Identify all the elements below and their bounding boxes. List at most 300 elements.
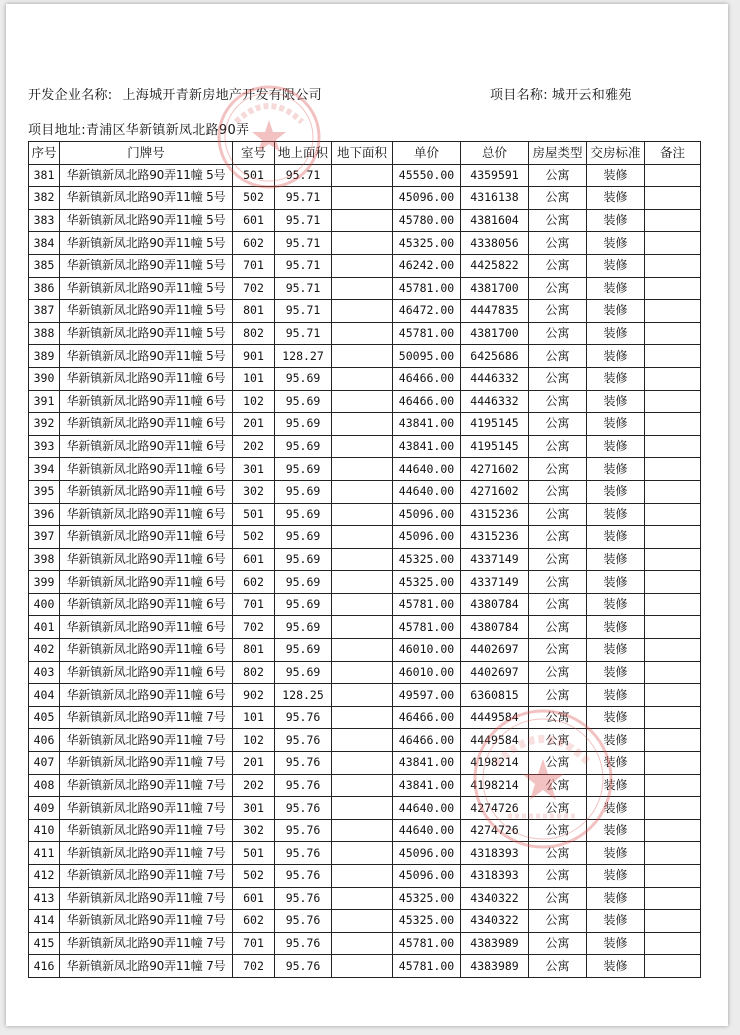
- col-house-type-cell: 公寓: [529, 435, 587, 458]
- col-total-price-cell: 4381604: [461, 209, 529, 232]
- table-row: [29, 706, 701, 729]
- col-seq-cell: 409: [29, 797, 60, 820]
- col-door-number-cell: 华新镇新凤北路90弄11幢 7号: [60, 706, 233, 729]
- col-house-type-cell: 公寓: [529, 413, 587, 436]
- col-room-cell: 902: [233, 684, 275, 707]
- col-above-ground-area-cell: 95.76: [275, 706, 332, 729]
- col-above-ground-area-cell: 95.71: [275, 277, 332, 300]
- col-door-number-cell: 华新镇新凤北路90弄11幢 5号: [60, 277, 233, 300]
- col-underground-area-cell: [332, 164, 393, 187]
- col-unit-price-cell: 45096.00: [393, 526, 461, 549]
- col-seq-cell: 388: [29, 322, 60, 345]
- col-remarks-cell: [645, 164, 701, 187]
- col-delivery-standard-cell: 装修: [587, 254, 645, 277]
- col-seq-cell: 400: [29, 593, 60, 616]
- col-unit-price-cell: 45325.00: [393, 232, 461, 255]
- col-underground-area-cell: [332, 616, 393, 639]
- col-seq-cell: 403: [29, 661, 60, 684]
- col-delivery-standard-cell: 装修: [587, 932, 645, 955]
- table-row: [29, 503, 701, 526]
- col-total-price-cell: 4359591: [461, 164, 529, 187]
- col-seq-cell: 387: [29, 300, 60, 323]
- col-room-cell: 302: [233, 480, 275, 503]
- col-above-ground-area-cell: 95.71: [275, 300, 332, 323]
- col-seq-cell: 384: [29, 232, 60, 255]
- col-seq-cell: 411: [29, 842, 60, 865]
- col-room-cell: 102: [233, 729, 275, 752]
- table-row: [29, 277, 701, 300]
- col-delivery-standard-cell: 装修: [587, 593, 645, 616]
- col-delivery-standard-cell: 装修: [587, 390, 645, 413]
- col-delivery-standard-cell: 装修: [587, 209, 645, 232]
- table-row: [29, 571, 701, 594]
- col-above-ground-area-cell: 95.76: [275, 842, 332, 865]
- col-underground-area-cell: [332, 865, 393, 888]
- col-seq-cell: 389: [29, 345, 60, 368]
- col-remarks-cell: [645, 367, 701, 390]
- table-row: [29, 322, 701, 345]
- col-seq-cell: 405: [29, 706, 60, 729]
- table-row: [29, 684, 701, 707]
- col-remarks-cell: [645, 616, 701, 639]
- col-unit-price-cell: 46242.00: [393, 254, 461, 277]
- col-remarks-cell: [645, 684, 701, 707]
- col-seq-cell: 412: [29, 865, 60, 888]
- col-unit-price-cell: 50095.00: [393, 345, 461, 368]
- col-unit-price-cell: 46010.00: [393, 661, 461, 684]
- col-underground-area-cell: [332, 932, 393, 955]
- col-house-type-cell: 公寓: [529, 706, 587, 729]
- col-seq-cell: 382: [29, 187, 60, 210]
- col-door-number-cell: 华新镇新凤北路90弄11幢 6号: [60, 548, 233, 571]
- col-unit-price-cell: 45780.00: [393, 209, 461, 232]
- col-room-cell: 702: [233, 616, 275, 639]
- col-door-number-cell: 华新镇新凤北路90弄11幢 7号: [60, 729, 233, 752]
- col-door-number-cell: 华新镇新凤北路90弄11幢 7号: [60, 932, 233, 955]
- col-delivery-standard-cell: 装修: [587, 887, 645, 910]
- col-total-price-cell: 6425686: [461, 345, 529, 368]
- table-row: [29, 367, 701, 390]
- col-underground-area-cell: [332, 322, 393, 345]
- col-above-ground-area-cell: 95.69: [275, 480, 332, 503]
- col-underground-area-cell: [332, 254, 393, 277]
- col-seq-cell: 401: [29, 616, 60, 639]
- col-total-price-cell: 4381700: [461, 322, 529, 345]
- col-room-cell: 102: [233, 390, 275, 413]
- col-unit-price-cell: 46472.00: [393, 300, 461, 323]
- col-door-number-cell: 华新镇新凤北路90弄11幢 6号: [60, 526, 233, 549]
- col-underground-area-header: 地下面积: [332, 142, 393, 165]
- developer-company-value: 上海城开青新房地产开发有限公司: [122, 88, 322, 103]
- table-row: [29, 435, 701, 458]
- col-delivery-standard-cell: 装修: [587, 752, 645, 775]
- col-delivery-standard-cell: 装修: [587, 300, 645, 323]
- col-house-type-cell: 公寓: [529, 277, 587, 300]
- table-row: [29, 593, 701, 616]
- col-unit-price-cell: 45096.00: [393, 865, 461, 888]
- developer-company: [28, 84, 322, 103]
- col-above-ground-area-cell: 95.71: [275, 187, 332, 210]
- col-door-number-cell: 华新镇新凤北路90弄11幢 6号: [60, 413, 233, 436]
- col-door-number-cell: 华新镇新凤北路90弄11幢 7号: [60, 842, 233, 865]
- col-unit-price-cell: 43841.00: [393, 774, 461, 797]
- col-unit-price-cell: 45325.00: [393, 887, 461, 910]
- project-address-label: 项目地址:: [28, 123, 86, 138]
- col-total-price-cell: 4449584: [461, 706, 529, 729]
- col-above-ground-area-cell: 128.25: [275, 684, 332, 707]
- col-door-number-cell: 华新镇新凤北路90弄11幢 7号: [60, 819, 233, 842]
- table-row: [29, 232, 701, 255]
- col-remarks-cell: [645, 526, 701, 549]
- col-underground-area-cell: [332, 593, 393, 616]
- col-above-ground-area-cell: 95.76: [275, 910, 332, 933]
- col-underground-area-cell: [332, 887, 393, 910]
- col-delivery-standard-cell: 装修: [587, 684, 645, 707]
- col-underground-area-cell: [332, 819, 393, 842]
- col-house-type-header: 房屋类型: [529, 142, 587, 165]
- col-remarks-cell: [645, 232, 701, 255]
- col-room-cell: 802: [233, 661, 275, 684]
- col-remarks-cell: [645, 955, 701, 978]
- col-room-cell: 201: [233, 413, 275, 436]
- col-unit-price-cell: 46466.00: [393, 367, 461, 390]
- col-room-cell: 601: [233, 887, 275, 910]
- col-total-price-cell: 4380784: [461, 593, 529, 616]
- col-underground-area-cell: [332, 209, 393, 232]
- col-unit-price-cell: 45096.00: [393, 842, 461, 865]
- table-row: [29, 729, 701, 752]
- col-total-price-cell: 4380784: [461, 616, 529, 639]
- col-seq-cell: 397: [29, 526, 60, 549]
- col-above-ground-area-cell: 95.76: [275, 932, 332, 955]
- col-unit-price-cell: 49597.00: [393, 684, 461, 707]
- col-seq-cell: 406: [29, 729, 60, 752]
- col-house-type-cell: 公寓: [529, 367, 587, 390]
- col-unit-price-cell: 45781.00: [393, 593, 461, 616]
- col-unit-price-cell: 45325.00: [393, 910, 461, 933]
- col-house-type-cell: 公寓: [529, 322, 587, 345]
- col-delivery-standard-cell: 装修: [587, 164, 645, 187]
- col-remarks-cell: [645, 254, 701, 277]
- col-seq-cell: 394: [29, 458, 60, 481]
- col-room-cell: 602: [233, 232, 275, 255]
- col-unit-price-cell: 45781.00: [393, 277, 461, 300]
- col-unit-price-cell: 44640.00: [393, 819, 461, 842]
- col-remarks-cell: [645, 503, 701, 526]
- col-underground-area-cell: [332, 300, 393, 323]
- col-seq-cell: 381: [29, 164, 60, 187]
- col-delivery-standard-cell: 装修: [587, 345, 645, 368]
- col-seq-cell: 413: [29, 887, 60, 910]
- col-seq-cell: 390: [29, 367, 60, 390]
- col-above-ground-area-cell: 95.69: [275, 503, 332, 526]
- col-unit-price-cell: 45781.00: [393, 322, 461, 345]
- col-above-ground-area-header: 地上面积: [275, 142, 332, 165]
- col-seq-cell: 402: [29, 639, 60, 662]
- col-delivery-standard-cell: 装修: [587, 367, 645, 390]
- col-underground-area-cell: [332, 571, 393, 594]
- col-room-cell: 601: [233, 548, 275, 571]
- project-name-value: 城开云和雅苑: [551, 88, 632, 103]
- col-seq-cell: 398: [29, 548, 60, 571]
- col-door-number-cell: 华新镇新凤北路90弄11幢 6号: [60, 571, 233, 594]
- col-house-type-cell: 公寓: [529, 932, 587, 955]
- col-delivery-standard-cell: 装修: [587, 480, 645, 503]
- col-total-price-cell: 4318393: [461, 842, 529, 865]
- col-remarks-cell: [645, 797, 701, 820]
- col-seq-cell: 416: [29, 955, 60, 978]
- col-total-price-cell: 6360815: [461, 684, 529, 707]
- col-total-price-cell: 4271602: [461, 458, 529, 481]
- project-name-label: 项目名称:: [490, 88, 548, 103]
- col-seq-cell: 395: [29, 480, 60, 503]
- col-room-cell: 702: [233, 955, 275, 978]
- col-room-cell: 602: [233, 571, 275, 594]
- table-row: [29, 390, 701, 413]
- col-door-number-cell: 华新镇新凤北路90弄11幢 6号: [60, 435, 233, 458]
- col-door-number-cell: 华新镇新凤北路90弄11幢 6号: [60, 503, 233, 526]
- col-house-type-cell: 公寓: [529, 774, 587, 797]
- col-delivery-standard-cell: 装修: [587, 910, 645, 933]
- col-door-number-cell: 华新镇新凤北路90弄11幢 5号: [60, 322, 233, 345]
- col-house-type-cell: 公寓: [529, 887, 587, 910]
- col-seq-cell: 392: [29, 413, 60, 436]
- col-remarks-cell: [645, 842, 701, 865]
- col-underground-area-cell: [332, 480, 393, 503]
- col-room-cell: 301: [233, 797, 275, 820]
- col-door-number-cell: 华新镇新凤北路90弄11幢 7号: [60, 752, 233, 775]
- col-above-ground-area-cell: 128.27: [275, 345, 332, 368]
- col-door-number-cell: 华新镇新凤北路90弄11幢 5号: [60, 164, 233, 187]
- col-room-cell: 802: [233, 322, 275, 345]
- col-seq-header: 序号: [29, 142, 60, 165]
- col-house-type-cell: 公寓: [529, 503, 587, 526]
- col-remarks-header: 备注: [645, 142, 701, 165]
- col-total-price-cell: 4446332: [461, 367, 529, 390]
- col-house-type-cell: 公寓: [529, 526, 587, 549]
- table-row: [29, 548, 701, 571]
- col-house-type-cell: 公寓: [529, 164, 587, 187]
- table-header: [29, 142, 701, 165]
- col-delivery-standard-cell: 装修: [587, 797, 645, 820]
- col-house-type-cell: 公寓: [529, 684, 587, 707]
- table-row: [29, 187, 701, 210]
- col-total-price-cell: 4274726: [461, 797, 529, 820]
- col-house-type-cell: 公寓: [529, 254, 587, 277]
- table-row: [29, 910, 701, 933]
- col-room-cell: 202: [233, 774, 275, 797]
- col-seq-cell: 404: [29, 684, 60, 707]
- col-remarks-cell: [645, 322, 701, 345]
- col-remarks-cell: [645, 819, 701, 842]
- table-row: [29, 254, 701, 277]
- col-remarks-cell: [645, 639, 701, 662]
- col-door-number-cell: 华新镇新凤北路90弄11幢 5号: [60, 209, 233, 232]
- col-above-ground-area-cell: 95.71: [275, 232, 332, 255]
- col-house-type-cell: 公寓: [529, 729, 587, 752]
- col-door-number-cell: 华新镇新凤北路90弄11幢 6号: [60, 480, 233, 503]
- col-underground-area-cell: [332, 390, 393, 413]
- col-delivery-standard-cell: 装修: [587, 435, 645, 458]
- col-above-ground-area-cell: 95.69: [275, 413, 332, 436]
- col-unit-price-cell: 46466.00: [393, 729, 461, 752]
- col-delivery-standard-cell: 装修: [587, 232, 645, 255]
- col-seq-cell: 414: [29, 910, 60, 933]
- col-delivery-standard-cell: 装修: [587, 458, 645, 481]
- col-above-ground-area-cell: 95.76: [275, 819, 332, 842]
- col-unit-price-cell: 43841.00: [393, 435, 461, 458]
- col-unit-price-cell: 44640.00: [393, 458, 461, 481]
- table-row: [29, 164, 701, 187]
- col-house-type-cell: 公寓: [529, 390, 587, 413]
- col-total-price-cell: 4337149: [461, 571, 529, 594]
- col-total-price-cell: 4446332: [461, 390, 529, 413]
- col-door-number-cell: 华新镇新凤北路90弄11幢 6号: [60, 661, 233, 684]
- col-above-ground-area-cell: 95.71: [275, 322, 332, 345]
- col-house-type-cell: 公寓: [529, 300, 587, 323]
- col-room-cell: 101: [233, 706, 275, 729]
- col-remarks-cell: [645, 345, 701, 368]
- col-door-number-cell: 华新镇新凤北路90弄11幢 6号: [60, 616, 233, 639]
- col-underground-area-cell: [332, 367, 393, 390]
- table-row: [29, 209, 701, 232]
- table-row: [29, 865, 701, 888]
- col-above-ground-area-cell: 95.76: [275, 729, 332, 752]
- col-door-number-cell: 华新镇新凤北路90弄11幢 7号: [60, 910, 233, 933]
- col-underground-area-cell: [332, 187, 393, 210]
- col-total-price-cell: 4274726: [461, 819, 529, 842]
- col-room-cell: 501: [233, 164, 275, 187]
- col-total-price-cell: 4402697: [461, 639, 529, 662]
- table-row: [29, 639, 701, 662]
- col-total-price-cell: 4381700: [461, 277, 529, 300]
- col-unit-price-cell: 45096.00: [393, 503, 461, 526]
- col-remarks-cell: [645, 300, 701, 323]
- col-underground-area-cell: [332, 706, 393, 729]
- col-unit-price-cell: 45781.00: [393, 955, 461, 978]
- col-room-cell: 602: [233, 910, 275, 933]
- col-unit-price-cell: 43841.00: [393, 413, 461, 436]
- col-room-header: 室号: [233, 142, 275, 165]
- col-total-price-cell: 4340322: [461, 910, 529, 933]
- col-unit-price-cell: 44640.00: [393, 480, 461, 503]
- col-underground-area-cell: [332, 774, 393, 797]
- col-underground-area-cell: [332, 413, 393, 436]
- col-seq-cell: 410: [29, 819, 60, 842]
- col-underground-area-cell: [332, 345, 393, 368]
- col-underground-area-cell: [332, 661, 393, 684]
- col-unit-price-cell: 44640.00: [393, 797, 461, 820]
- col-remarks-cell: [645, 887, 701, 910]
- col-seq-cell: 399: [29, 571, 60, 594]
- col-seq-cell: 391: [29, 390, 60, 413]
- col-seq-cell: 396: [29, 503, 60, 526]
- col-total-price-cell: 4198214: [461, 774, 529, 797]
- col-total-price-cell: 4449584: [461, 729, 529, 752]
- table-row: [29, 932, 701, 955]
- project-name: [490, 84, 632, 103]
- col-house-type-cell: 公寓: [529, 797, 587, 820]
- col-room-cell: 101: [233, 367, 275, 390]
- col-unit-price-cell: 46010.00: [393, 639, 461, 662]
- col-total-price-cell: 4340322: [461, 887, 529, 910]
- col-above-ground-area-cell: 95.69: [275, 367, 332, 390]
- col-door-number-cell: 华新镇新凤北路90弄11幢 7号: [60, 887, 233, 910]
- col-door-number-cell: 华新镇新凤北路90弄11幢 6号: [60, 639, 233, 662]
- col-delivery-standard-cell: 装修: [587, 639, 645, 662]
- col-underground-area-cell: [332, 797, 393, 820]
- col-house-type-cell: 公寓: [529, 232, 587, 255]
- col-unit-price-cell: 45096.00: [393, 187, 461, 210]
- col-underground-area-cell: [332, 277, 393, 300]
- col-room-cell: 502: [233, 187, 275, 210]
- col-remarks-cell: [645, 865, 701, 888]
- project-address-value: 青浦区华新镇新凤北路90弄: [85, 123, 250, 138]
- col-total-price-cell: 4447835: [461, 300, 529, 323]
- col-house-type-cell: 公寓: [529, 865, 587, 888]
- col-underground-area-cell: [332, 435, 393, 458]
- col-above-ground-area-cell: 95.69: [275, 390, 332, 413]
- col-door-number-cell: 华新镇新凤北路90弄11幢 5号: [60, 187, 233, 210]
- col-underground-area-cell: [332, 232, 393, 255]
- col-seq-cell: 407: [29, 752, 60, 775]
- table-body: [29, 164, 701, 977]
- col-door-number-cell: 华新镇新凤北路90弄11幢 6号: [60, 390, 233, 413]
- col-house-type-cell: 公寓: [529, 548, 587, 571]
- col-delivery-standard-cell: 装修: [587, 526, 645, 549]
- col-underground-area-cell: [332, 526, 393, 549]
- col-house-type-cell: 公寓: [529, 187, 587, 210]
- col-delivery-standard-cell: 装修: [587, 661, 645, 684]
- col-delivery-standard-cell: 装修: [587, 729, 645, 752]
- col-above-ground-area-cell: 95.71: [275, 164, 332, 187]
- col-room-cell: 701: [233, 254, 275, 277]
- col-above-ground-area-cell: 95.71: [275, 254, 332, 277]
- table-row: [29, 819, 701, 842]
- table-row: [29, 661, 701, 684]
- col-above-ground-area-cell: 95.69: [275, 661, 332, 684]
- col-delivery-standard-cell: 装修: [587, 413, 645, 436]
- col-unit-price-cell: 45781.00: [393, 616, 461, 639]
- header-row: [29, 142, 701, 165]
- document-page: [6, 4, 728, 1026]
- col-delivery-standard-cell: 装修: [587, 571, 645, 594]
- col-remarks-cell: [645, 390, 701, 413]
- col-remarks-cell: [645, 932, 701, 955]
- col-delivery-standard-cell: 装修: [587, 774, 645, 797]
- col-above-ground-area-cell: 95.76: [275, 955, 332, 978]
- col-room-cell: 801: [233, 300, 275, 323]
- col-house-type-cell: 公寓: [529, 842, 587, 865]
- col-room-cell: 302: [233, 819, 275, 842]
- col-total-price-cell: 4315236: [461, 526, 529, 549]
- col-above-ground-area-cell: 95.69: [275, 526, 332, 549]
- col-total-price-cell: 4195145: [461, 413, 529, 436]
- col-unit-price-cell: 46466.00: [393, 706, 461, 729]
- col-above-ground-area-cell: 95.76: [275, 865, 332, 888]
- project-address: [28, 119, 249, 138]
- col-house-type-cell: 公寓: [529, 752, 587, 775]
- col-above-ground-area-cell: 95.69: [275, 435, 332, 458]
- col-unit-price-header: 单价: [393, 142, 461, 165]
- col-remarks-cell: [645, 413, 701, 436]
- col-above-ground-area-cell: 95.69: [275, 458, 332, 481]
- col-unit-price-cell: 45325.00: [393, 548, 461, 571]
- col-remarks-cell: [645, 706, 701, 729]
- table-row: [29, 774, 701, 797]
- developer-company-label: 开发企业名称:: [28, 88, 113, 103]
- col-total-price-cell: 4337149: [461, 548, 529, 571]
